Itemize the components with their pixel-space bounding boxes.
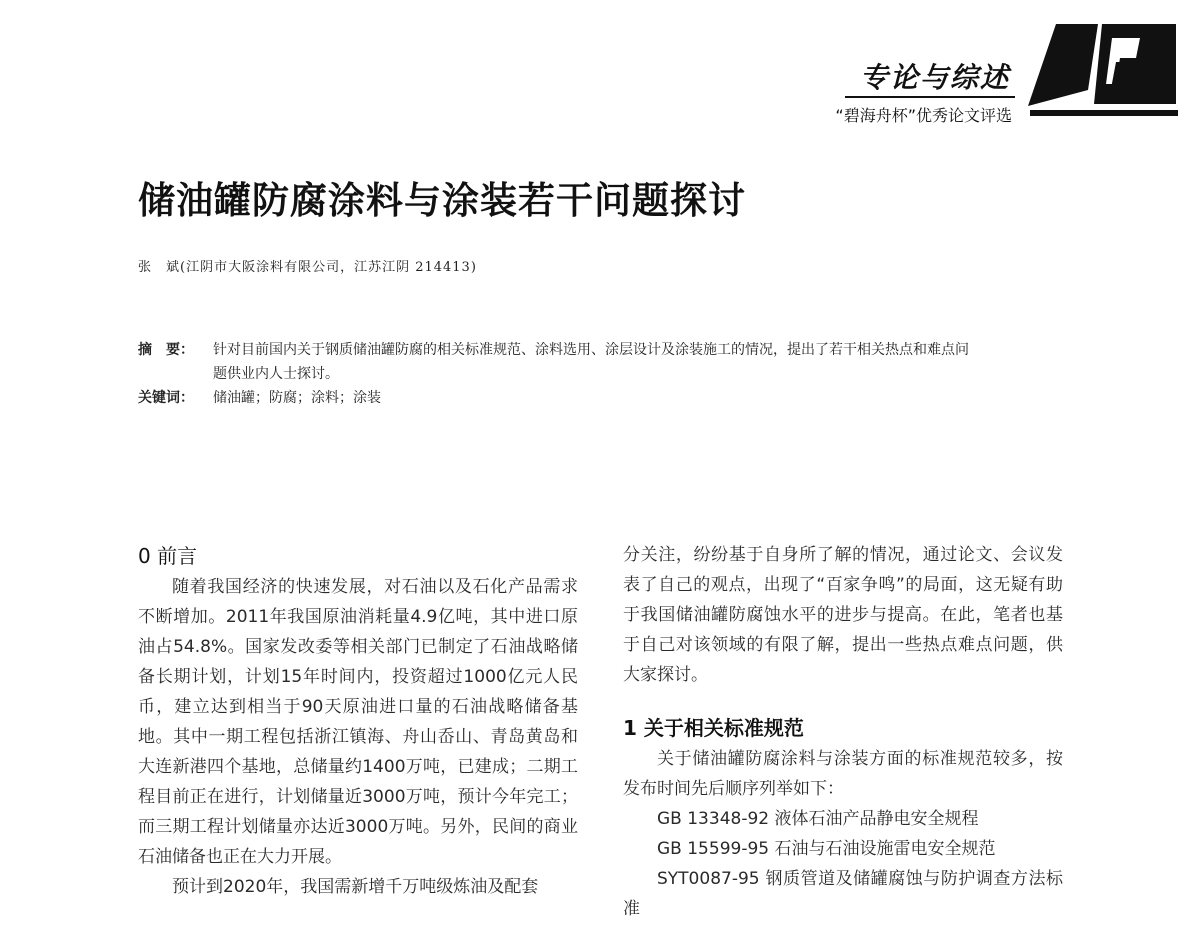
standards-intro: 关于储油罐防腐涂料与涂装方面的标准规范较多，按发布时间先后顺序列举如下： [623,749,1063,799]
header-rule [845,96,1015,98]
award-label: “碧海舟杯”优秀论文评选 [835,106,1012,125]
section-title: 专论与综述 [859,61,1010,94]
standard-item: GB 15599-95 石油与石油设施雷电安全规范 [657,839,996,859]
standard-item: GB 13348-92 液体石油产品静电安全规程 [657,809,979,829]
intro-paragraph-continued: 预计到2020年，我国需新增千万吨级炼油及配套 [172,877,539,897]
continued-paragraph: 分关注，纷纷基于自身所了解的情况，通过论文、会议发表了自己的观点，出现了“百家争鸣”的局面，这无疑有助于我国储油罐防腐蚀水平的进步与提高。在此，笔者也基于自己对该领域的有限了解，提出一些热点难点问题，供大家探讨。 [623,545,1063,685]
keywords-label: 关键词： [138,390,194,406]
logo-swoosh [1030,110,1178,116]
author-line: 张 斌(江阴市大阪涂料有限公司，江苏江阴 214413) [138,260,477,275]
intro-heading: 0 前言 [138,544,198,568]
standard-item: SYT0087-95 钢质管道及储罐腐蚀与防护调查方法标准 [623,869,1063,919]
section-1-heading: 1 关于相关标准规范 [623,716,804,740]
abstract-text: 针对目前国内关于钢质储油罐防腐的相关标准规范、涂料选用、涂层设计及涂装施工的情况，提出了若干相关热点和难点问题供业内人士探讨。 [213,342,969,382]
logo-left-block [1028,24,1098,106]
journal-logo [1028,24,1178,116]
abstract-label: 摘 要： [138,342,194,358]
keywords-text: 储油罐；防腐；涂料；涂装 [213,390,381,406]
left-column [138,540,578,902]
paper-title: 储油罐防腐涂料与涂装若干问题探讨 [138,179,746,222]
abstract-block [138,338,978,410]
right-column [623,540,1063,924]
intro-paragraph: 随着我国经济的快速发展，对石油以及石化产品需求不断增加。2011年我国原油消耗量4.9亿吨，其中进口原油占54.8%。国家发改委等相关部门已制定了石油战略储备长期计划，计划15年时间内，投资超过1000亿元人民币，建立达到相当于90天原油进口量的石油战略储备基地。其中一期工程包括浙江镇海、舟山岙山、青岛黄岛和大连新港四个基地，总储量约1400万吨，已建成；二期工程目前正在进行，计划储量近3000万吨，预计今年完工；而三期工程计划储量亦达近3000万吨。另外，民间的商业石油储备也正在大力开展。 [138,577,578,867]
